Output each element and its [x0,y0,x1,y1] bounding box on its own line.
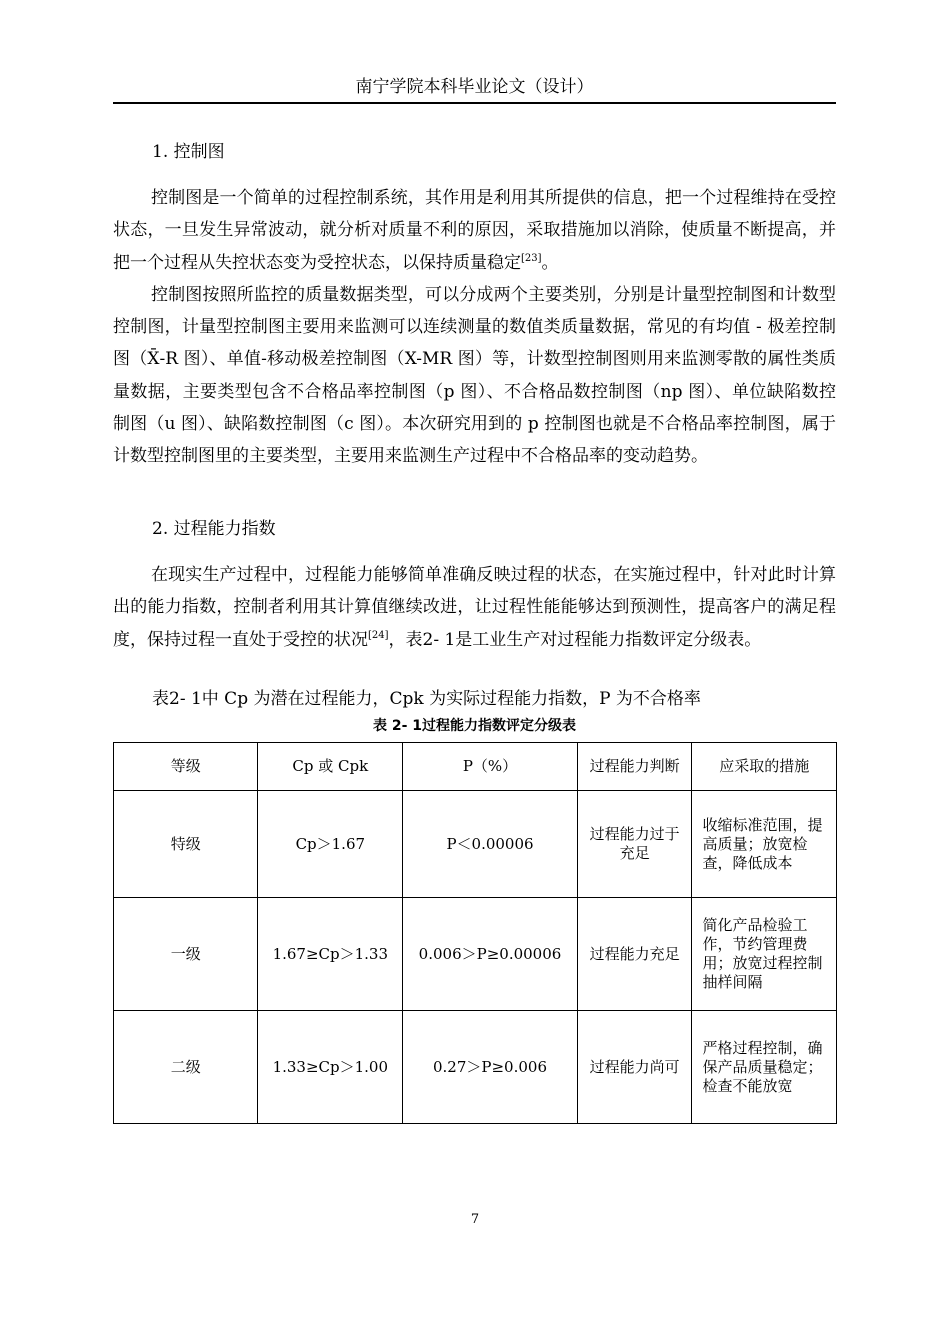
section1-body [113,182,836,473]
table-cell: 1.67≥Cp＞1.33 [258,898,403,1011]
citation-24: [24] [368,629,389,641]
table-row [114,791,837,898]
table-cell: 过程能力尚可 [577,1011,692,1124]
table-cell: 0.27＞P≥0.006 [403,1011,578,1124]
page-header [113,76,836,104]
section2-body [113,559,836,656]
page-number: 7 [470,1212,480,1227]
table-cell: P＜0.00006 [403,791,578,898]
paragraph-end: 。 [541,252,559,273]
header-cell-grade: 等级 [114,743,258,791]
header-cell-p: P（%） [403,743,578,791]
table-row [114,1011,837,1124]
citation-23: [23] [521,252,542,264]
table-header-row [114,743,837,791]
section-heading-control-chart: 1. 控制图 [152,142,225,162]
header-cell-judgement: 过程能力判断 [577,743,692,791]
table-cell: Cp＞1.67 [258,791,403,898]
paragraph-control-chart-intro [113,182,836,279]
header-cell-measures: 应采取的措施 [692,743,837,791]
paragraph-text: 在现实生产过程中，过程能力能够简单准确反映过程的状态，在实施过程中，针对此时计算出的能力指数，控制者利用其计算值继续改进，让过程性能能够达到预测性，提高客户的满足程度，保持过程一直处于受控的状况 [113,565,836,650]
table-cell: 一级 [114,898,258,1011]
table-cell: 过程能力过于充足 [577,791,692,898]
table-cell: 严格过程控制，确保产品质量稳定；检查不能放宽 [692,1011,837,1124]
table-cell: 特级 [114,791,258,898]
paragraph-process-capability [113,559,836,656]
table-cell: 1.33≥Cp＞1.00 [258,1011,403,1124]
table-cell: 简化产品检验工作，节约管理费用；放宽过程控制抽样间隔 [692,898,837,1011]
table-cell: 0.006＞P≥0.00006 [403,898,578,1011]
capability-grade-table [113,742,837,1124]
table-title: 表 2- 1过程能力指数评定分级表 [372,718,577,734]
paragraph-end: ，表2- 1是工业生产对过程能力指数评定分级表。 [388,629,762,650]
table-cell: 二级 [114,1011,258,1124]
table-cell: 过程能力充足 [577,898,692,1011]
paragraph-text: 控制图是一个简单的过程控制系统，其作用是利用其所提供的信息，把一个过程维持在受控状态，一旦发生异常波动，就分析对质量不利的原因，采取措施加以消除，使质量不断提高，并把一个过程从失控状态变为受控状态，以保持质量稳定 [113,188,836,273]
section-heading-process-capability: 2. 过程能力指数 [152,519,276,539]
header-title: 南宁学院本科毕业论文（设计） [355,77,594,97]
paragraph-control-chart-types: 控制图按照所监控的质量数据类型，可以分成两个主要类别，分别是计量型控制图和计数型控制图，计量型控制图主要用来监测可以连续测量的数值类质量数据，常见的有均值 - 极差控制图（X̄-R 图）、单值-移动极差控制图（X-MR 图）等，计数型控制图则用来监测零散的属性类质量数据，主要类型包含不合格品率控制图（p 图）、不合格品数控制图（np 图）、单位缺陷数控制图（u 图）、缺陷数控制图（c 图）。本次研究用到的 p 控制图也就是不合格品率控制图，属于计数型控制图里的主要类型，主要用来监测生产过程中不合格品率的变动趋势。 [113,284,836,467]
table-row [114,898,837,1011]
header-cell-cp: Cp 或 Cpk [258,743,403,791]
table-cell: 收缩标准范围，提高质量；放宽检查，降低成本 [692,791,837,898]
table-note: 表2- 1中 Cp 为潜在过程能力，Cpk 为实际过程能力指数，P 为不合格率 [152,689,701,709]
